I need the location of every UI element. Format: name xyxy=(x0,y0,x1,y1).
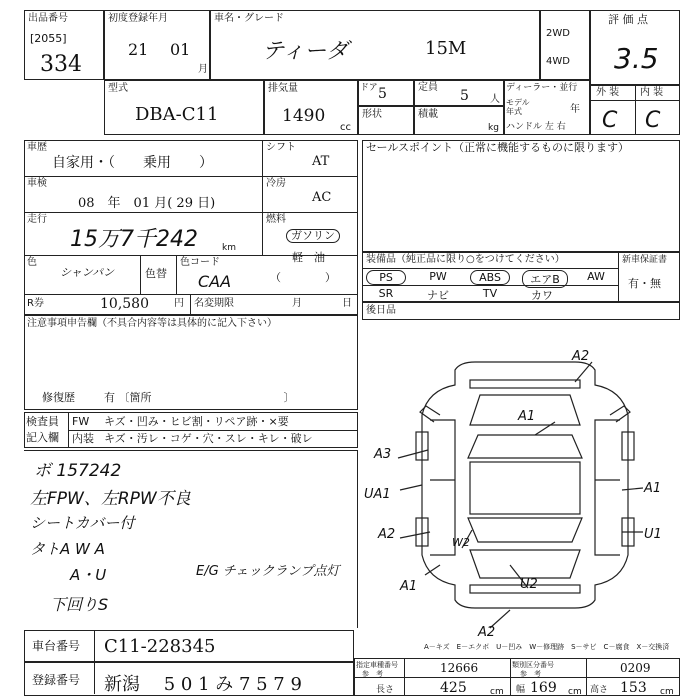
inspect-value: 08 年 01 月( 29 日) xyxy=(78,196,216,211)
exterior-grade: C xyxy=(602,108,618,133)
chassis-label: 車台番号 xyxy=(32,639,81,653)
mark-a1-right: A1 xyxy=(644,481,662,496)
length-label: 長さ xyxy=(376,685,395,695)
car-grade: 15M xyxy=(425,38,467,59)
int-label: 内装 xyxy=(72,432,94,445)
mileage-value: 15万7千242 xyxy=(70,227,198,252)
equip-airbag: エアB xyxy=(522,270,568,288)
cc-label: 排気量 xyxy=(268,83,298,94)
equip-sr: SR xyxy=(378,287,394,300)
drive-box xyxy=(540,10,590,80)
equip-ps: PS xyxy=(366,270,406,285)
plate-value: 新潟 5 0 1 み 7 5 7 9 xyxy=(104,674,302,695)
fuel-petrol: ガソリン xyxy=(286,229,340,243)
equip-navi: ナビ xyxy=(427,289,449,302)
mileage-label: 走行 xyxy=(27,214,47,225)
mark-a2-left: A2 xyxy=(378,527,396,542)
type-number-value: 0209 xyxy=(620,661,651,675)
shape-label: 形状 xyxy=(362,109,382,120)
rear-items-box xyxy=(362,302,680,320)
length-value: 425 xyxy=(440,680,467,696)
color-change-label: 色替 xyxy=(145,267,167,280)
height-cm: cm xyxy=(660,687,674,697)
month-label: 月 xyxy=(292,298,302,309)
equipment-label: 装備品（純正品に限り○をつけてください） xyxy=(366,254,565,265)
equip-leather: カワ xyxy=(531,289,553,302)
doors-value: 5 xyxy=(378,86,387,102)
color-label: 色 xyxy=(27,257,37,268)
use-value: 自家用・（ 乗用 ） xyxy=(52,155,213,171)
width-label: 幅 xyxy=(516,685,526,695)
repair-value: 有 〔箇所 〕 xyxy=(104,391,295,404)
equip-pw: PW xyxy=(429,270,447,283)
cc-unit: cc xyxy=(340,122,351,133)
equip-aw: AW xyxy=(587,270,605,283)
mark-u2: U2 xyxy=(520,577,538,592)
height-value: 153 xyxy=(620,680,647,696)
regular-value: 12666 xyxy=(440,661,479,675)
dealer-label: ディーラー・並行 xyxy=(506,83,578,93)
day-label: 日 xyxy=(342,298,352,309)
use-label: 車歴 xyxy=(27,142,47,153)
interior-label: 内 装 xyxy=(640,87,664,98)
regular-label: 指定車種番号 xyxy=(356,661,398,669)
recycle-value: 10,580 xyxy=(100,296,149,312)
handle-label: ハンドル 左 右 xyxy=(506,122,566,132)
inspector-label-2: 記入欄 xyxy=(26,431,59,444)
chassis-value: C11-228345 xyxy=(104,636,216,657)
inspector-label-1: 検査員 xyxy=(26,415,59,428)
reference-label-2: 参 考 xyxy=(520,670,541,678)
note-line-2: 左FPW、左RPW不良 xyxy=(30,489,191,509)
warranty-value: 有・無 xyxy=(628,277,661,290)
lot-code: [2055] xyxy=(30,32,67,45)
doors-label: ドア xyxy=(360,83,378,93)
note-line-6: 下回りS xyxy=(50,595,109,614)
repair-label: 修復歴 xyxy=(42,391,75,404)
capacity-label: 定員 xyxy=(418,82,438,93)
model-value: DBA-C11 xyxy=(135,104,219,125)
type-number-label: 類別区分番号 xyxy=(512,661,554,669)
note-line-4: タトA W A xyxy=(30,540,105,558)
mark-w2: W2 xyxy=(452,536,470,549)
rear-items-label: 後日品 xyxy=(366,305,396,316)
color-code: CAA xyxy=(198,272,232,291)
color-value: シャンパン xyxy=(60,266,115,279)
month-unit: 月 xyxy=(198,64,208,75)
car-name: ティーダ xyxy=(262,39,349,64)
fuel-diesel: 軽 油 xyxy=(292,251,325,264)
lot-number: 334 xyxy=(40,52,82,77)
fw-label: FW xyxy=(72,415,90,428)
mark-a2-top: A2 xyxy=(572,349,590,364)
ac-value: AC xyxy=(312,190,332,205)
shift-label: シフト xyxy=(266,142,296,153)
fuel-label: 燃料 xyxy=(266,214,286,225)
note-line-3: シートカバー付 xyxy=(30,514,135,532)
model-label: 型式 xyxy=(108,83,128,94)
interior-grade: C xyxy=(645,108,661,133)
fuel-other: （ ） xyxy=(270,271,336,284)
width-cm: cm xyxy=(568,687,582,697)
year-unit: 年 xyxy=(570,104,580,115)
reg-label: 初度登録年月 xyxy=(108,13,168,24)
reg-year: 21 xyxy=(128,40,149,59)
width-value: 169 xyxy=(530,680,557,696)
note-line-7: E/G チェックランプ点灯 xyxy=(196,564,340,579)
mark-a2-rear: A2 xyxy=(478,625,496,640)
cc-value: 1490 xyxy=(282,106,326,126)
model-year-label: モデル年式 xyxy=(506,98,530,116)
kg-unit: kg xyxy=(488,123,499,133)
note-line-1: ボ 157242 xyxy=(34,461,122,481)
load-label: 積載 xyxy=(418,109,438,120)
legend: A－キズ E－エクボ U－凹み W－修理跡 S－サビ C－腐食 X－交換済 xyxy=(424,643,670,651)
eval-score: 3.5 xyxy=(614,42,659,75)
height-label: 高さ xyxy=(590,685,609,695)
eval-label: 評 価 点 xyxy=(608,13,648,26)
person-unit: 人 xyxy=(490,94,500,105)
ac-label: 冷房 xyxy=(266,178,286,189)
car-diagram xyxy=(360,340,690,640)
drive-2wd: 2WD xyxy=(546,28,570,39)
mark-a3: A3 xyxy=(374,447,392,462)
int-items: キズ・汚レ・コゲ・穴・スレ・キレ・破レ xyxy=(104,432,313,445)
length-cm: cm xyxy=(490,687,504,697)
selling-label: セールスポイント（正常に機能するものに限ります） xyxy=(366,141,630,154)
notes-label: 注意事項申告欄（不具合内容等は具体的に記入下さい） xyxy=(27,318,277,329)
mark-a1-hood: A1 xyxy=(518,409,536,424)
selling-box xyxy=(362,140,680,252)
capacity-value: 5 xyxy=(460,88,469,104)
lot-label: 出品番号 xyxy=(28,13,68,24)
yen-unit: 円 xyxy=(174,298,184,309)
recycle-label: R券 xyxy=(27,298,44,309)
reference-label-1: 参 考 xyxy=(362,670,383,678)
name-change-label: 名変期限 xyxy=(194,298,234,309)
reg-month: 01 xyxy=(170,40,191,59)
km-unit: km xyxy=(222,243,236,253)
equip-abs: ABS xyxy=(470,270,510,285)
fw-items: キズ・凹み・ヒビ割・リペア跡・×要 xyxy=(104,415,289,428)
warranty-label: 新車保証書 xyxy=(622,255,668,265)
mark-u1: U1 xyxy=(644,527,662,542)
note-line-5: A・U xyxy=(70,566,107,584)
drive-4wd: 4WD xyxy=(546,56,570,67)
exterior-label: 外 装 xyxy=(596,87,620,98)
color-no-label: 色コード xyxy=(180,257,220,268)
name-label: 車名・グレード xyxy=(214,13,284,24)
equip-tv: TV xyxy=(482,287,498,300)
plate-label: 登録番号 xyxy=(32,673,81,687)
shift-value: AT xyxy=(312,154,330,169)
mark-ua1: UA1 xyxy=(364,487,391,502)
mark-a1-mirror: A1 xyxy=(400,579,418,594)
inspect-label: 車検 xyxy=(27,178,47,189)
